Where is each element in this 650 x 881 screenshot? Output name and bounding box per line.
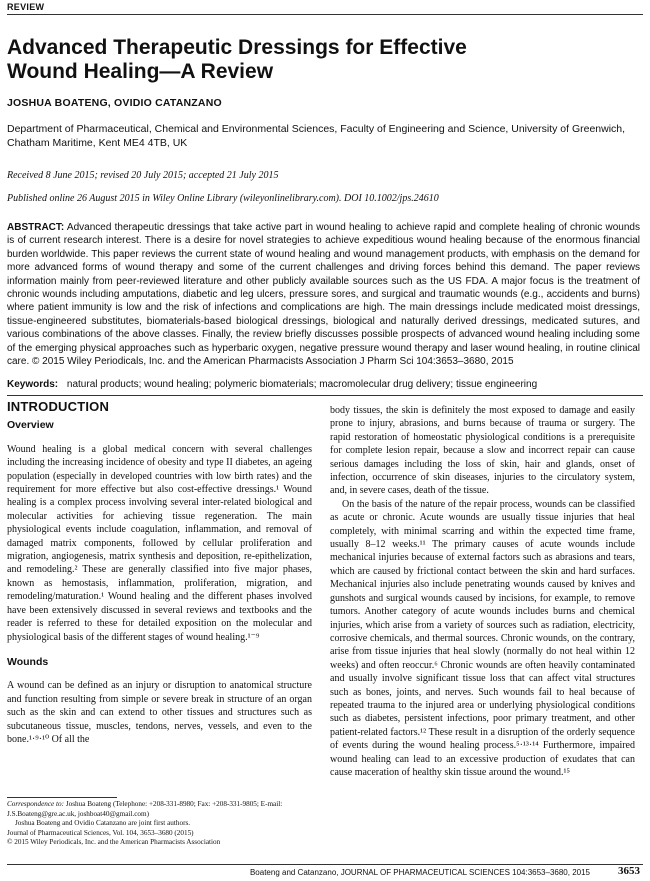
correspondence-note xyxy=(7,800,312,819)
publication-info: Published online 26 August 2015 in Wiley Online Library (wileyonlinelibrary.com). DOI 10.1002/jps.24610 xyxy=(7,193,439,204)
footnote-rule xyxy=(7,797,117,798)
keywords-label: Keywords: xyxy=(7,379,59,390)
abstract xyxy=(7,221,640,368)
section-label: REVIEW xyxy=(7,2,45,12)
running-footer: Boateng and Catanzano, JOURNAL OF PHARMACEUTICAL SCIENCES 104:3653–3680, 2015 xyxy=(249,868,590,877)
abstract-text: Advanced therapeutic dressings that take active part in wound healing to achieve rapid and complete healing of chronic wounds is of current research interest. There is a desire for novel strategies to achieve expeditious wound healing because of the enormous financial burden worldwide. This paper reviews the current state of wound healing and wound management products, with emphasis on the demand for more advanced forms of wound therapy and some of the current challenges and driving forces behind this demand. The paper reviews information mainly from peer-reviewed literature and other publicly available sources such as the US FDA. A major focus is the treatment of chronic wounds including amputations, diabetic and leg ulcers, pressure sores, and surgical and traumatic wounds (e.g., accidents and burns) where patient immunity is low and the risk of infections and complications are high. The main dressings include medicated moist dressings, tissue-engineered substitutes, biomaterials-based biological dressings, biological and naturally derived dressings, medicated sutures, and various combinations of the above classes. Finally, the review briefly discusses possible prospects of advanced wound healing including some of the emerging physical approaches such as hyperbaric oxygen, negative pressure wound therapy and laser wound healing, in routine clinical care. © 2015 Wiley Periodicals, Inc. and the American Pharmacists Association J Pharm Sci 104:3653–3680, 2015 xyxy=(7,222,640,368)
body-paragraph-2: On the basis of the nature of the repair process, wounds can be classified as acute or chronic. Acute wounds are usually tissue injuries that heal completely, with minimal scarring and within the expected time frame, usually 8–12 weeks.¹¹ The primary causes of acute wounds include mechanical injuries because of external factors such as abrasions and tears, which are caused by frictional contact between the skin and hard surfaces. Mechanical injuries also include penetrating wounds caused by knives and gunshots and surgical wounds caused by incisions, for example, to remove tumors. Another category of acute wounds includes burns and chemical injuries, which arise from a variety of sources such as radiation, electricity, corrosive chemicals, and thermal sources. Chronic wounds, on the contrary, arise from tissue injuries that heal slowly (normally do not heal within 12 weeks) and often reoccur.⁶ Chronic wounds are often heavily contaminated and usually involve significant tissue loss that can affect vital structures such as bones, joints, and nerves. Such wounds fail to heal because of repeated trauma to the injured area or underlying physiological conditions such as diabetes, persistent infections, poor primary treatment, and other patient-related factors.¹² These result in a disruption of the orderly sequence of events during the wound healing process.⁵·¹³·¹⁴ Furthermore, impaired wound healing can lead to an excessive production of exudates that can cause maceration of healthy skin tissue around the wound.¹⁵ xyxy=(330,498,635,778)
header-rule xyxy=(7,14,643,15)
page-number: 3653 xyxy=(618,865,640,877)
article-title: Advanced Therapeutic Dressings for Effective Wound Healing—A Review xyxy=(7,36,467,83)
authors: JOSHUA BOATENG, OVIDIO CATANZANO xyxy=(7,97,222,109)
copyright-note: © 2015 Wiley Periodicals, Inc. and the American Pharmacists Association xyxy=(7,838,221,847)
keywords-rule xyxy=(7,395,643,396)
left-column xyxy=(7,400,312,758)
keywords-text: natural products; wound healing; polymeric biomaterials; macromolecular drug delivery; tissue engineering xyxy=(66,379,538,390)
introduction-heading: INTRODUCTION xyxy=(7,399,110,414)
footer-rule xyxy=(7,864,643,865)
wounds-heading: Wounds xyxy=(7,655,49,668)
joint-authors-note: Joshua Boateng and Ovidio Catanzano are joint first authors. xyxy=(15,819,191,828)
received-dates: Received 8 June 2015; revised 20 July 2015; accepted 21 July 2015 xyxy=(7,170,279,181)
correspondence-text: Joshua Boateng (Telephone: +208-331-8980; Fax: +208-331-9805; E-mail: J.S.Boateng@gre.ac.uk, joshboat40@gmail.com) xyxy=(7,800,283,818)
wounds-paragraph: A wound can be defined as an injury or disruption to anatomical structure and function resulting from simple or severe break in structure of an organ such as the skin and can extend to other tissues and structures such as subcutaneous tissue, muscles, tendons, nerves, vessels, and even to the bone.¹·⁹·¹⁰ Of all the xyxy=(7,680,312,745)
correspondence-label: Correspondence to: xyxy=(7,800,65,808)
affiliation: Department of Pharmaceutical, Chemical and Environmental Sciences, Faculty of Engineering and Science, University of Greenwich, Chatham Maritime, Kent ME4 4TB, UK xyxy=(7,123,626,149)
footnotes xyxy=(7,800,312,848)
overview-paragraph: Wound healing is a global medical concern with several challenges including the increasing incidence of obesity and type II diabetes, an ageing population (especially in developed countries with low birth rates) and the requirement for more effective but also cost-effective dressings.¹ Wound healing is a complex process involving several inter-related biological and molecular activities for achieving tissue regeneration. The main physiological events include coagulation, inflammation, and removal of damaged matrix components, followed by cellular proliferation and migration, angiogenesis, matrix synthesis and deposition, re-epithelization, and remodeling.² These are generally classified into five major phases, known as hemostasis, inflammation, proliferation, migration, and remodeling/maturation.¹ Wound healing and the different phases involved have been extensively discussed in several reviews and textbooks and the reader is referred to these for detailed exposition on the molecular and physiological basis of the different stages of wound healing.¹⁻⁹ xyxy=(7,443,312,643)
right-column xyxy=(330,404,635,779)
keywords xyxy=(7,379,640,390)
journal-info: Journal of Pharmaceutical Sciences, Vol. 104, 3653–3680 (2015) xyxy=(7,828,194,837)
overview-heading: Overview xyxy=(7,419,54,432)
body-paragraph-1: body tissues, the skin is definitely the most exposed to damage and easily prone to injury, abrasions, and burns because of trauma or surgery. The rapid restoration of homeostatic physiological conditions is a prerequisite for complete lesion repair, because a slow and incorrect repair can cause serious damages including the loss of skin, hair and glands, onset of infection, occurrence of skin diseases, injuries to the circulatory system, and, in severe cases, death of the tissue. xyxy=(330,405,635,497)
abstract-label: ABSTRACT: xyxy=(7,222,65,233)
